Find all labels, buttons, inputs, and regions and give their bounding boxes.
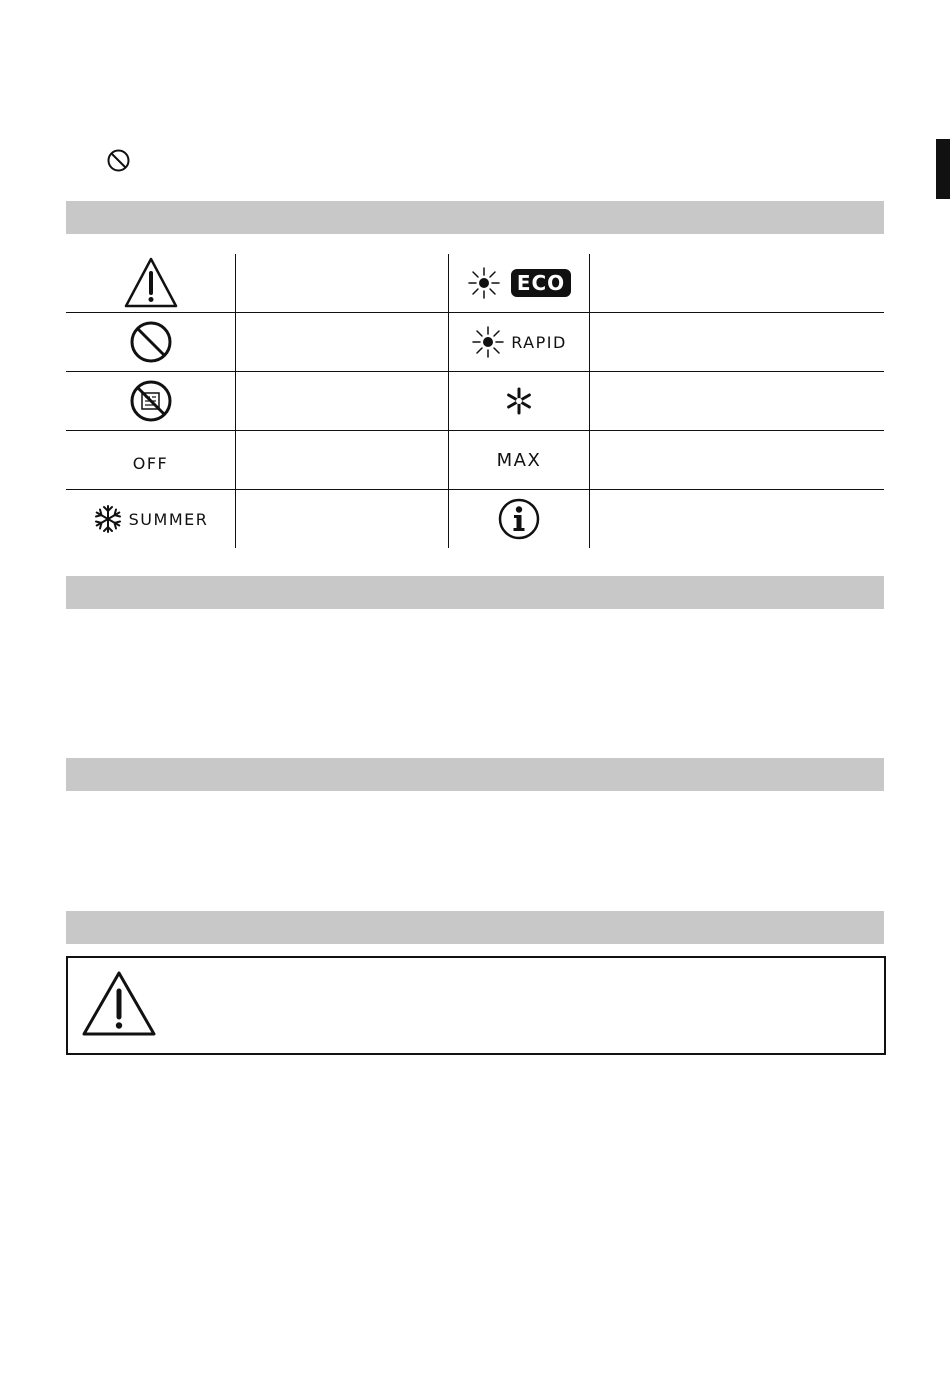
section-header-band	[66, 576, 884, 609]
table-row	[449, 254, 589, 312]
table-row	[66, 254, 235, 312]
sun-icon	[467, 266, 501, 300]
info-icon	[497, 497, 541, 541]
section-tab	[936, 139, 950, 199]
section-header-band	[66, 911, 884, 944]
table-row	[66, 431, 235, 489]
eco-badge	[511, 269, 571, 297]
sun-icon	[471, 325, 505, 359]
table-row	[449, 490, 589, 548]
table-row	[66, 313, 235, 371]
table-divider	[589, 254, 590, 548]
warning-triangle-icon	[123, 256, 179, 310]
symbols-table	[66, 254, 884, 548]
table-row	[449, 372, 589, 430]
table-divider	[235, 254, 236, 548]
prohibited-icon	[106, 148, 131, 173]
section-header-band	[66, 201, 884, 234]
prohibited-icon	[129, 320, 173, 364]
table-row	[66, 372, 235, 430]
no-cover-icon	[129, 379, 173, 423]
warning-box	[66, 956, 886, 1055]
rapid-label: RAPID	[511, 332, 567, 352]
table-row	[449, 431, 589, 489]
warning-triangle-icon	[81, 970, 157, 1038]
asterisk-icon	[504, 386, 534, 416]
snowflake-icon	[93, 504, 123, 534]
off-label: OFF	[132, 453, 169, 473]
summer-label: SUMMER	[128, 509, 209, 529]
table-row	[449, 313, 589, 371]
table-row	[66, 490, 235, 548]
max-label: MAX	[496, 449, 542, 471]
eco-label: ECO	[516, 271, 566, 295]
section-header-band	[66, 758, 884, 791]
